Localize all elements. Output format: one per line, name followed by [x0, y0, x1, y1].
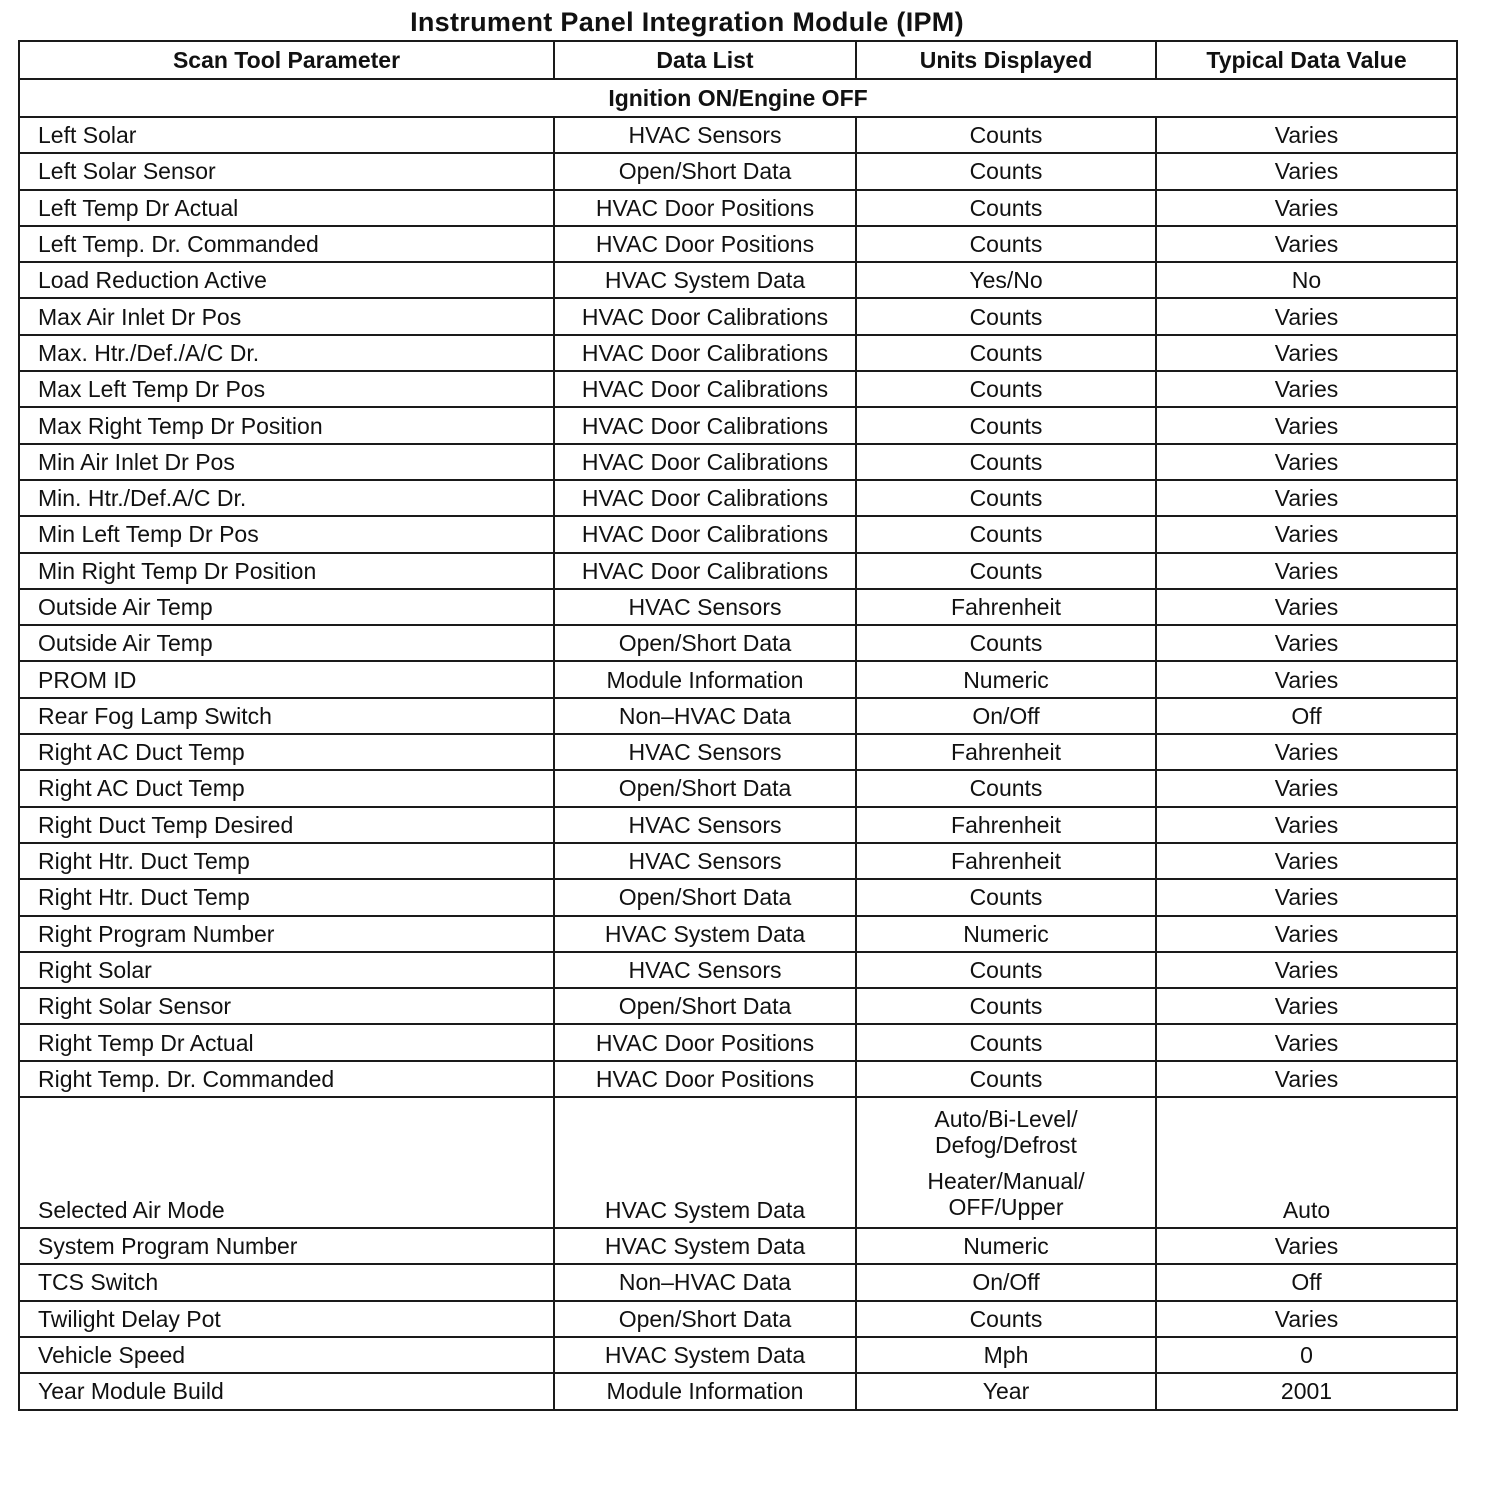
cell-scan-tool-parameter: Left Temp. Dr. Commanded: [19, 226, 554, 262]
cell-units-displayed: Counts: [856, 952, 1156, 988]
cell-scan-tool-parameter: Max Right Temp Dr Position: [19, 407, 554, 443]
table-row: [19, 1337, 1457, 1373]
cell-units-displayed: Counts: [856, 553, 1156, 589]
table-row: [19, 553, 1457, 589]
cell-data-list: Open/Short Data: [554, 988, 856, 1024]
cell-data-list: HVAC Sensors: [554, 589, 856, 625]
cell-data-list: Module Information: [554, 661, 856, 697]
cell-scan-tool-parameter: Outside Air Temp: [19, 625, 554, 661]
table-row: [19, 480, 1457, 516]
cell-typical-data-value: Varies: [1156, 153, 1457, 189]
cell-units-displayed: Year: [856, 1373, 1156, 1409]
cell-typical-data-value: Varies: [1156, 988, 1457, 1024]
table-row: [19, 734, 1457, 770]
cell-units-displayed: Fahrenheit: [856, 807, 1156, 843]
cell-data-list: HVAC Sensors: [554, 952, 856, 988]
cell-units-displayed: Fahrenheit: [856, 734, 1156, 770]
cell-typical-data-value: Varies: [1156, 480, 1457, 516]
cell-data-list: Non–HVAC Data: [554, 698, 856, 734]
cell-typical-data-value: Varies: [1156, 1061, 1457, 1097]
table-row: [19, 117, 1457, 153]
cell-units-displayed: Counts: [856, 153, 1156, 189]
cell-units-displayed: Counts: [856, 625, 1156, 661]
table-row: [19, 1373, 1457, 1409]
cell-scan-tool-parameter: TCS Switch: [19, 1264, 554, 1300]
cell-scan-tool-parameter: Right Htr. Duct Temp: [19, 843, 554, 879]
cell-scan-tool-parameter: Load Reduction Active: [19, 262, 554, 298]
cell-scan-tool-parameter: Right Temp Dr Actual: [19, 1024, 554, 1060]
table-row: [19, 1024, 1457, 1060]
cell-typical-data-value: Varies: [1156, 1301, 1457, 1337]
cell-scan-tool-parameter: Min Left Temp Dr Pos: [19, 516, 554, 552]
units-option-line: OFF/Upper: [948, 1193, 1064, 1220]
cell-data-list: HVAC Sensors: [554, 117, 856, 153]
cell-data-list: Open/Short Data: [554, 770, 856, 806]
cell-data-list: HVAC Door Positions: [554, 1024, 856, 1060]
cell-scan-tool-parameter: Right Solar Sensor: [19, 988, 554, 1024]
table-row: [19, 770, 1457, 806]
section-header-row: [19, 79, 1457, 117]
cell-data-list: HVAC Door Positions: [554, 190, 856, 226]
cell-data-list: HVAC Door Calibrations: [554, 516, 856, 552]
table-row: [19, 879, 1457, 915]
cell-typical-data-value: Varies: [1156, 879, 1457, 915]
cell-scan-tool-parameter: Max Air Inlet Dr Pos: [19, 298, 554, 334]
cell-units-displayed: On/Off: [856, 1264, 1156, 1300]
cell-scan-tool-parameter: Min Air Inlet Dr Pos: [19, 444, 554, 480]
table-row: [19, 371, 1457, 407]
cell-typical-data-value: Varies: [1156, 625, 1457, 661]
cell-scan-tool-parameter: PROM ID: [19, 661, 554, 697]
cell-data-list: HVAC Sensors: [554, 843, 856, 879]
cell-units-displayed: Numeric: [856, 661, 1156, 697]
cell-data-list: HVAC Door Positions: [554, 226, 856, 262]
cell-units-displayed: Counts: [856, 480, 1156, 516]
cell-units-displayed: Counts: [856, 371, 1156, 407]
cell-typical-data-value: 0: [1156, 1337, 1457, 1373]
cell-units-displayed: Counts: [856, 1301, 1156, 1337]
table-row: [19, 952, 1457, 988]
table-row: [19, 661, 1457, 697]
cell-units-displayed: Numeric: [856, 916, 1156, 952]
cell-data-list: HVAC Door Calibrations: [554, 444, 856, 480]
table-row: [19, 226, 1457, 262]
cell-typical-data-value: Varies: [1156, 770, 1457, 806]
cell-scan-tool-parameter: Min Right Temp Dr Position: [19, 553, 554, 589]
cell-typical-data-value: No: [1156, 262, 1457, 298]
cell-data-list: Open/Short Data: [554, 879, 856, 915]
cell-data-list: Open/Short Data: [554, 1301, 856, 1337]
table-row: [19, 190, 1457, 226]
table-row: [19, 262, 1457, 298]
cell-typical-data-value: Varies: [1156, 444, 1457, 480]
table-row: [19, 1061, 1457, 1097]
cell-scan-tool-parameter: Outside Air Temp: [19, 589, 554, 625]
cell-units-displayed: Counts: [856, 516, 1156, 552]
cell-units-displayed: Counts: [856, 117, 1156, 153]
cell-units-displayed: Counts: [856, 1061, 1156, 1097]
cell-data-list: HVAC System Data: [554, 1337, 856, 1373]
cell-scan-tool-parameter: Right AC Duct Temp: [19, 770, 554, 806]
header-scan-tool-parameter: Scan Tool Parameter: [19, 41, 554, 79]
cell-typical-data-value: Varies: [1156, 190, 1457, 226]
cell-scan-tool-parameter: Left Temp Dr Actual: [19, 190, 554, 226]
cell-data-list: HVAC Door Calibrations: [554, 553, 856, 589]
cell-scan-tool-parameter: Left Solar: [19, 117, 554, 153]
scan-tool-data-table: [18, 40, 1458, 1411]
header-typical-data-value: Typical Data Value: [1156, 41, 1457, 79]
cell-units-displayed: Counts: [856, 335, 1156, 371]
cell-scan-tool-parameter: Right Program Number: [19, 916, 554, 952]
header-data-list: Data List: [554, 41, 856, 79]
section-title: Ignition ON/Engine OFF: [19, 79, 1457, 117]
cell-scan-tool-parameter: Right Htr. Duct Temp: [19, 879, 554, 915]
table-row: [19, 407, 1457, 443]
table-row: [19, 1301, 1457, 1337]
cell-data-list: HVAC Door Calibrations: [554, 335, 856, 371]
table-row: [19, 1228, 1457, 1264]
cell-scan-tool-parameter: Max. Htr./Def./A/C Dr.: [19, 335, 554, 371]
cell-units-displayed: Counts: [856, 1024, 1156, 1060]
cell-typical-data-value: Auto: [1156, 1097, 1457, 1228]
cell-units-displayed: On/Off: [856, 698, 1156, 734]
page-title: Instrument Panel Integration Module (IPM): [410, 7, 964, 37]
cell-units-displayed: Mph: [856, 1337, 1156, 1373]
cell-data-list: Open/Short Data: [554, 153, 856, 189]
cell-data-list: Open/Short Data: [554, 625, 856, 661]
cell-units-displayed: Numeric: [856, 1228, 1156, 1264]
cell-data-list: HVAC Door Calibrations: [554, 298, 856, 334]
table-row: [19, 807, 1457, 843]
cell-typical-data-value: Varies: [1156, 734, 1457, 770]
header-units-displayed: Units Displayed: [856, 41, 1156, 79]
cell-typical-data-value: Varies: [1156, 952, 1457, 988]
cell-scan-tool-parameter: Right Duct Temp Desired: [19, 807, 554, 843]
table-row: [19, 625, 1457, 661]
cell-typical-data-value: Varies: [1156, 807, 1457, 843]
cell-scan-tool-parameter: System Program Number: [19, 1228, 554, 1264]
table-row: [19, 335, 1457, 371]
cell-typical-data-value: Varies: [1156, 661, 1457, 697]
cell-typical-data-value: Varies: [1156, 226, 1457, 262]
cell-scan-tool-parameter: Year Module Build: [19, 1373, 554, 1409]
cell-data-list: HVAC System Data: [554, 916, 856, 952]
cell-typical-data-value: Varies: [1156, 916, 1457, 952]
cell-scan-tool-parameter: Max Left Temp Dr Pos: [19, 371, 554, 407]
cell-data-list: HVAC System Data: [554, 1097, 856, 1228]
cell-typical-data-value: Off: [1156, 698, 1457, 734]
cell-scan-tool-parameter: Vehicle Speed: [19, 1337, 554, 1373]
cell-data-list: HVAC Door Calibrations: [554, 407, 856, 443]
cell-data-list: HVAC Sensors: [554, 807, 856, 843]
cell-typical-data-value: Varies: [1156, 335, 1457, 371]
table-header-row: [19, 41, 1457, 79]
cell-scan-tool-parameter: Right AC Duct Temp: [19, 734, 554, 770]
cell-data-list: HVAC Door Calibrations: [554, 371, 856, 407]
cell-scan-tool-parameter: Left Solar Sensor: [19, 153, 554, 189]
cell-scan-tool-parameter: Rear Fog Lamp Switch: [19, 698, 554, 734]
table-row: [19, 589, 1457, 625]
table-row: [19, 1264, 1457, 1300]
table-row: [19, 153, 1457, 189]
cell-data-list: Non–HVAC Data: [554, 1264, 856, 1300]
cell-typical-data-value: Varies: [1156, 1024, 1457, 1060]
line-gap: [857, 1158, 1155, 1168]
cell-typical-data-value: Varies: [1156, 371, 1457, 407]
cell-typical-data-value: Varies: [1156, 298, 1457, 334]
cell-data-list: HVAC Door Positions: [554, 1061, 856, 1097]
cell-units-displayed: Counts: [856, 190, 1156, 226]
table-row: [19, 698, 1457, 734]
units-option-line: Auto/Bi-Level/: [934, 1105, 1078, 1132]
cell-typical-data-value: Varies: [1156, 843, 1457, 879]
cell-scan-tool-parameter: Twilight Delay Pot: [19, 1301, 554, 1337]
cell-units-displayed: Fahrenheit: [856, 589, 1156, 625]
cell-scan-tool-parameter: Min. Htr./Def.A/C Dr.: [19, 480, 554, 516]
units-option-line: Defog/Defrost: [935, 1131, 1077, 1158]
cell-data-list: Module Information: [554, 1373, 856, 1409]
cell-units-displayed: Yes/No: [856, 262, 1156, 298]
cell-units-displayed: [856, 1097, 1156, 1228]
cell-scan-tool-parameter: Selected Air Mode: [19, 1097, 554, 1228]
table-row: [19, 444, 1457, 480]
table-row: [19, 988, 1457, 1024]
cell-units-displayed: Counts: [856, 444, 1156, 480]
cell-typical-data-value: Varies: [1156, 1228, 1457, 1264]
cell-typical-data-value: Varies: [1156, 589, 1457, 625]
cell-scan-tool-parameter: Right Solar: [19, 952, 554, 988]
table-row-selected-air-mode: [19, 1097, 1457, 1228]
cell-scan-tool-parameter: Right Temp. Dr. Commanded: [19, 1061, 554, 1097]
cell-units-displayed: Fahrenheit: [856, 843, 1156, 879]
cell-typical-data-value: Varies: [1156, 516, 1457, 552]
table-row: [19, 843, 1457, 879]
units-option-line: Heater/Manual/: [927, 1167, 1085, 1194]
cell-typical-data-value: Varies: [1156, 117, 1457, 153]
cell-typical-data-value: 2001: [1156, 1373, 1457, 1409]
cell-typical-data-value: Varies: [1156, 407, 1457, 443]
table-row: [19, 298, 1457, 334]
cell-data-list: HVAC System Data: [554, 262, 856, 298]
cell-units-displayed: Counts: [856, 407, 1156, 443]
cell-units-displayed: Counts: [856, 298, 1156, 334]
cell-data-list: HVAC Sensors: [554, 734, 856, 770]
cell-data-list: HVAC Door Calibrations: [554, 480, 856, 516]
cell-units-displayed: Counts: [856, 879, 1156, 915]
table-row: [19, 516, 1457, 552]
cell-data-list: HVAC System Data: [554, 1228, 856, 1264]
cell-typical-data-value: Varies: [1156, 553, 1457, 589]
cell-units-displayed: Counts: [856, 770, 1156, 806]
cell-units-displayed: Counts: [856, 988, 1156, 1024]
table-row: [19, 916, 1457, 952]
cell-typical-data-value: Off: [1156, 1264, 1457, 1300]
cell-units-displayed: Counts: [856, 226, 1156, 262]
